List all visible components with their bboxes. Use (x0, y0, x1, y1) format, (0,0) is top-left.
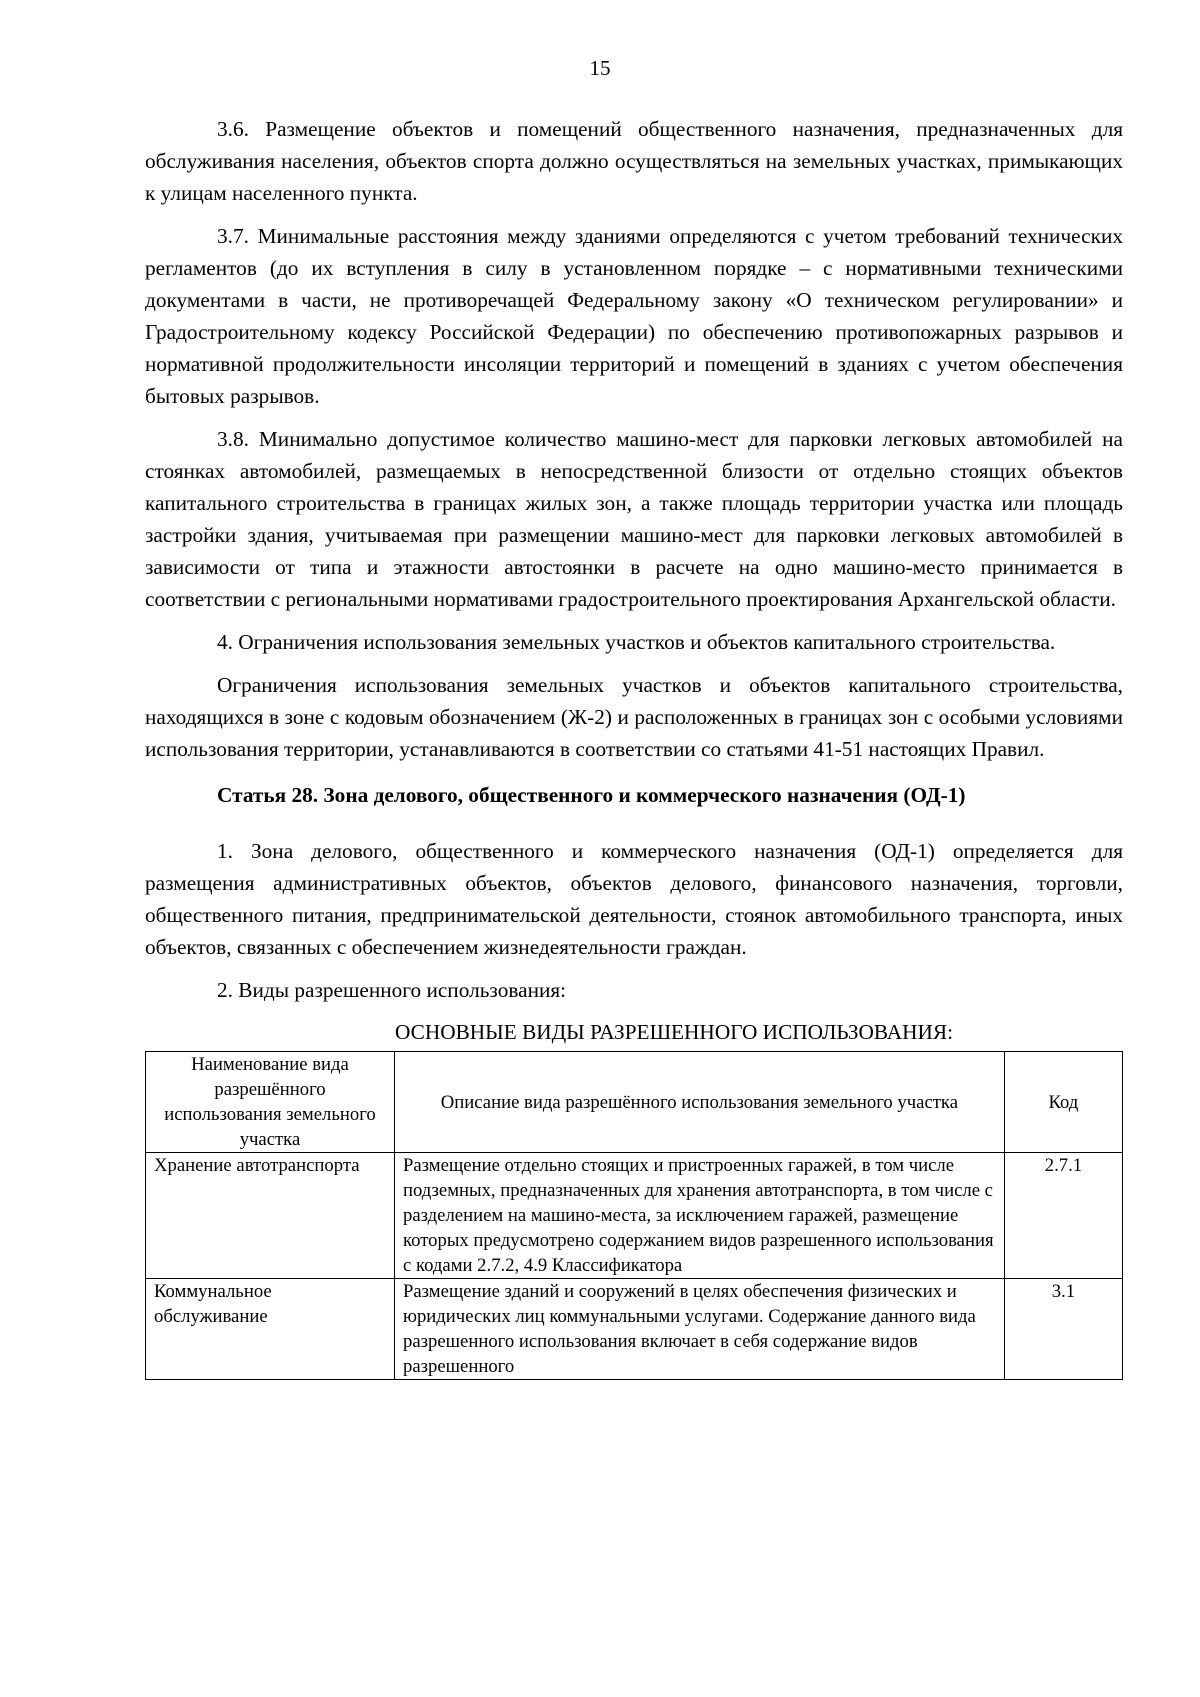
paragraph-3-8: 3.8. Минимально допустимое количество машино-мест для парковки легковых автомобилей на стоянках автомобилей, размещаемых в непосредственной близости от отдельно стоящих объектов капитального строительства в границах жилых зон, а также площадь территории участка или площадь застройки здания, учитываемая при размещении машино-мест для парковки легковых автомобилей в зависимости от типа и этажности автостоянки в расчете на одно машино-место принимается в соответствии с региональными нормативами градостроительного проектирования Архангельской области. (145, 427, 1123, 611)
paragraph-3-7: 3.7. Минимальные расстояния между зданиями определяются с учетом требований технических регламентов (до их вступления в силу в установленном порядке – с нормативными техническими документами в части, не противоречащей Федеральному закону «О техническом регулировании» и Градостроительному кодексу Российской Федерации) по обеспечению противопожарных разрывов и нормативной продолжительности инсоляции территорий и помещений в зданиях с учетом обеспечения бытовых разрывов. (145, 224, 1123, 408)
paragraph-article-1: 1. Зона делового, общественного и коммерческого назначения (ОД-1) определяется для размещения административных объектов, объектов делового, финансового назначения, торговли, общественного питания, предпринимательской деятельности, стоянок автомобильного транспорта, иных объектов, связанных с обеспечением жизнедеятельности граждан. (145, 839, 1123, 959)
page-number: 15 (589, 56, 611, 80)
table-caption: ОСНОВНЫЕ ВИДЫ РАЗРЕШЕННОГО ИСПОЛЬЗОВАНИЯ: (394, 1020, 954, 1044)
row-name: Хранение автотранспорта (146, 1153, 395, 1279)
paragraph-4: 4. Ограничения использования земельных участков и объектов капитального строительства. (217, 630, 1056, 654)
header-code: Код (1004, 1052, 1122, 1153)
document-body (145, 113, 1123, 1380)
paragraph-4-text: Ограничения использования земельных участков и объектов капитального строительства, находящихся в зоне с кодовым обозначением (Ж-2) и расположенных в границах зон с особыми условиями использования территории, устанавливаются в соответствии со статьями 41-51 настоящих Правил. (145, 673, 1123, 761)
article-heading: Статья 28. Зона делового, общественного и коммерческого назначения (ОД-1) (217, 783, 966, 807)
row-code: 2.7.1 (1004, 1153, 1122, 1279)
row-description: Размещение отдельно стоящих и пристроенных гаражей, в том числе подземных, предназначенных для хранения автотранспорта, в том числе с разделением на машино-места, за исключением гаражей, размещение которых предусмотрено содержанием видов разрешенного использования с кодами 2.7.2, 4.9 Классификатора (394, 1153, 1004, 1279)
table-header-row (146, 1052, 1123, 1153)
row-description: Размещение зданий и сооружений в целях обеспечения физических и юридических лиц коммунальными услугами. Содержание данного вида разрешенного использования включает в себя содержание видов разрешенного (394, 1279, 1004, 1380)
row-name: Коммунальное обслуживание (146, 1279, 395, 1380)
table-row (146, 1153, 1123, 1279)
paragraph-3-6: 3.6. Размещение объектов и помещений общественного назначения, предназначенных для обслуживания населения, объектов спорта должно осуществляться на земельных участках, примыкающих к улицам населенного пункта. (145, 117, 1123, 205)
header-description: Описание вида разрешённого использования земельного участка (394, 1052, 1004, 1153)
row-code: 3.1 (1004, 1279, 1122, 1380)
paragraph-article-2: 2. Виды разрешенного использования: (217, 978, 567, 1002)
permitted-uses-table (145, 1051, 1123, 1380)
header-name: Наименование вида разрешённого использования земельного участка (146, 1052, 395, 1153)
table-row (146, 1279, 1123, 1380)
